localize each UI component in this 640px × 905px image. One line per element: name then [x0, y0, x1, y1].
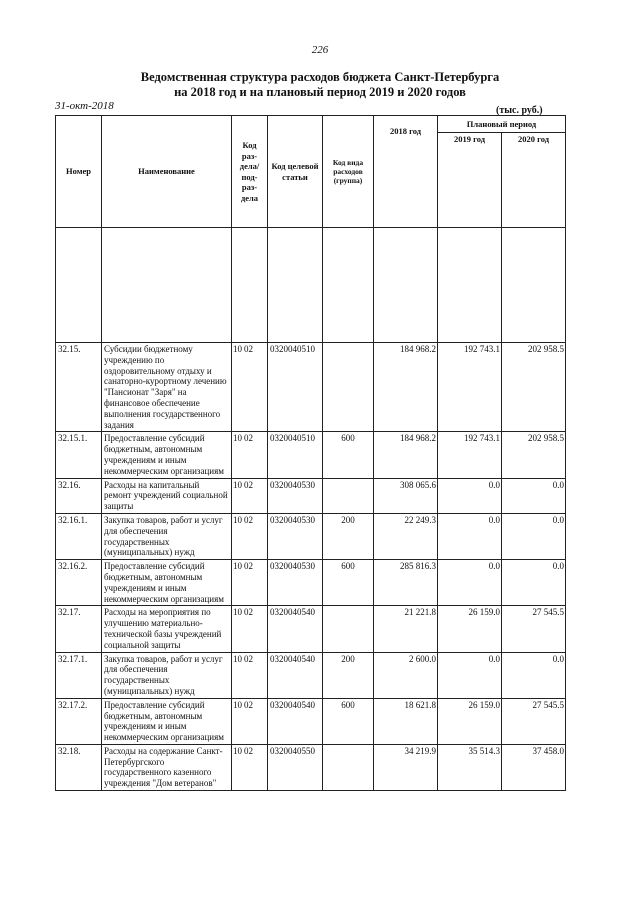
- row-number: 32.16.1.: [56, 513, 102, 559]
- row-target-code: 0320040540: [268, 652, 323, 698]
- row-name: Закупка товаров, работ и услуг для обеспечения государственных (муниципальных) нужд: [102, 513, 232, 559]
- row-target-code: 0320040540: [268, 698, 323, 744]
- row-2019-value: 0.0: [438, 478, 502, 513]
- title-line-1: Ведомственная структура расходов бюджета Санкт-Петербурга: [140, 70, 500, 84]
- spacer-row: [56, 228, 566, 343]
- row-section-code: [232, 478, 268, 513]
- table-row: [56, 432, 566, 478]
- row-kind-code: 200: [323, 652, 374, 698]
- row-section-code: [232, 698, 268, 744]
- row-section-code: [232, 513, 268, 559]
- row-kind-code: [323, 343, 374, 432]
- header-planned: Плановый период: [438, 116, 566, 133]
- row-section: 10: [233, 433, 242, 444]
- row-section-code: [232, 606, 268, 652]
- page-number: 226: [311, 44, 329, 56]
- row-2020-value: 37 458.0: [502, 744, 566, 790]
- table-row: [56, 606, 566, 652]
- row-target-code: 0320040530: [268, 513, 323, 559]
- row-section-code: [232, 560, 268, 606]
- row-number: 32.16.2.: [56, 560, 102, 606]
- header-target: Код целевой статьи: [268, 116, 323, 228]
- row-subsection: 02: [244, 479, 253, 490]
- table-row: [56, 513, 566, 559]
- row-subsection: 02: [244, 561, 253, 572]
- row-section-code: [232, 343, 268, 432]
- row-subsection: 02: [244, 745, 253, 756]
- row-2018-value: 21 221.8: [374, 606, 438, 652]
- table-row: [56, 343, 566, 432]
- document-title: [0, 70, 640, 100]
- row-kind-code: 200: [323, 513, 374, 559]
- row-name: Предоставление субсидий бюджетным, автономным учреждениям и иным некоммерческим организациям: [102, 432, 232, 478]
- row-2020-value: 0.0: [502, 478, 566, 513]
- row-name: Субсидии бюджетному учреждению по оздоровительному отдыху и санаторно-курортному лечению "Пансионат "Заря" на финансовое обеспечение выполнения государственного задания: [102, 343, 232, 432]
- units-label: (тыс. руб.): [496, 105, 543, 116]
- row-2019-value: 0.0: [438, 513, 502, 559]
- row-subsection: 02: [244, 653, 253, 664]
- row-2018-value: 184 968.2: [374, 432, 438, 478]
- row-kind-code: 600: [323, 698, 374, 744]
- row-2018-value: 18 621.8: [374, 698, 438, 744]
- row-2019-value: 26 159.0: [438, 698, 502, 744]
- row-2020-value: 0.0: [502, 652, 566, 698]
- table-row: [56, 698, 566, 744]
- row-section: 10: [233, 699, 242, 710]
- header-row: [56, 116, 566, 133]
- row-number: 32.16.: [56, 478, 102, 513]
- row-target-code: 0320040540: [268, 606, 323, 652]
- row-name: Предоставление субсидий бюджетным, автономным учреждениям и иным некоммерческим организациям: [102, 698, 232, 744]
- row-number: 32.17.2.: [56, 698, 102, 744]
- row-section: 10: [233, 745, 242, 756]
- row-name: Расходы на капитальный ремонт учреждений социальной защиты: [102, 478, 232, 513]
- row-target-code: 0320040510: [268, 343, 323, 432]
- row-2019-value: 0.0: [438, 560, 502, 606]
- row-2019-value: 35 514.3: [438, 744, 502, 790]
- row-2020-value: 27 545.5: [502, 606, 566, 652]
- row-subsection: 02: [244, 344, 253, 354]
- header-2018: 2018 год: [374, 116, 438, 228]
- row-number: 32.17.: [56, 606, 102, 652]
- row-section-code: [232, 432, 268, 478]
- row-2020-value: 27 545.5: [502, 698, 566, 744]
- row-kind-code: [323, 478, 374, 513]
- budget-table: [55, 115, 566, 791]
- row-kind-code: [323, 744, 374, 790]
- row-name: Предоставление субсидий бюджетным, автономным учреждениям и иным некоммерческим организациям: [102, 560, 232, 606]
- row-section: 10: [233, 561, 242, 572]
- row-target-code: 0320040550: [268, 744, 323, 790]
- row-section: 10: [233, 479, 242, 490]
- header-2020: 2020 год: [502, 133, 566, 228]
- row-subsection: 02: [244, 433, 253, 444]
- row-2019-value: 192 743.1: [438, 343, 502, 432]
- row-section: 10: [233, 344, 242, 354]
- row-section-code: [232, 744, 268, 790]
- row-2020-value: 202 958.5: [502, 343, 566, 432]
- row-2019-value: 26 159.0: [438, 606, 502, 652]
- table-row: [56, 560, 566, 606]
- row-subsection: 02: [244, 699, 253, 710]
- row-section: 10: [233, 607, 242, 618]
- header-kind: Код вида расходов (группа): [323, 116, 374, 228]
- row-2018-value: 308 065.6: [374, 478, 438, 513]
- row-subsection: 02: [244, 607, 253, 618]
- row-name: Расходы на содержание Санкт-Петербургского государственного казенного учреждения "Дом ветеранов": [102, 744, 232, 790]
- row-2018-value: 2 600.0: [374, 652, 438, 698]
- row-2019-value: 0.0: [438, 652, 502, 698]
- row-name: Расходы на мероприятия по улучшению материально-технической базы учреждений социальной защиты: [102, 606, 232, 652]
- row-2018-value: 34 219.9: [374, 744, 438, 790]
- header-number: Номер: [56, 116, 102, 228]
- row-2020-value: 0.0: [502, 560, 566, 606]
- row-target-code: 0320040530: [268, 560, 323, 606]
- row-section: 10: [233, 514, 242, 525]
- row-number: 32.18.: [56, 744, 102, 790]
- row-2018-value: 285 816.3: [374, 560, 438, 606]
- table-row: [56, 478, 566, 513]
- row-2020-value: 0.0: [502, 513, 566, 559]
- row-2020-value: 202 958.5: [502, 432, 566, 478]
- row-2018-value: 184 968.2: [374, 343, 438, 432]
- row-number: 32.15.: [56, 343, 102, 432]
- header-name: Наименование: [102, 116, 232, 228]
- row-kind-code: [323, 606, 374, 652]
- row-section: 10: [233, 653, 242, 664]
- table-row: [56, 652, 566, 698]
- document-date: 31-окт-2018: [55, 100, 114, 112]
- row-kind-code: 600: [323, 560, 374, 606]
- row-target-code: 0320040510: [268, 432, 323, 478]
- row-2018-value: 22 249.3: [374, 513, 438, 559]
- row-subsection: 02: [244, 514, 253, 525]
- row-section-code: [232, 652, 268, 698]
- row-number: 32.15.1.: [56, 432, 102, 478]
- row-2019-value: 192 743.1: [438, 432, 502, 478]
- row-target-code: 0320040530: [268, 478, 323, 513]
- table-row: [56, 744, 566, 790]
- header-section: Код раз-дела/ под-раз-дела: [232, 116, 268, 228]
- row-kind-code: 600: [323, 432, 374, 478]
- row-name: Закупка товаров, работ и услуг для обеспечения государственных (муниципальных) нужд: [102, 652, 232, 698]
- row-number: 32.17.1.: [56, 652, 102, 698]
- title-line-2: на 2018 год и на плановый период 2019 и 2020 годов: [174, 85, 466, 99]
- header-2019: 2019 год: [438, 133, 502, 228]
